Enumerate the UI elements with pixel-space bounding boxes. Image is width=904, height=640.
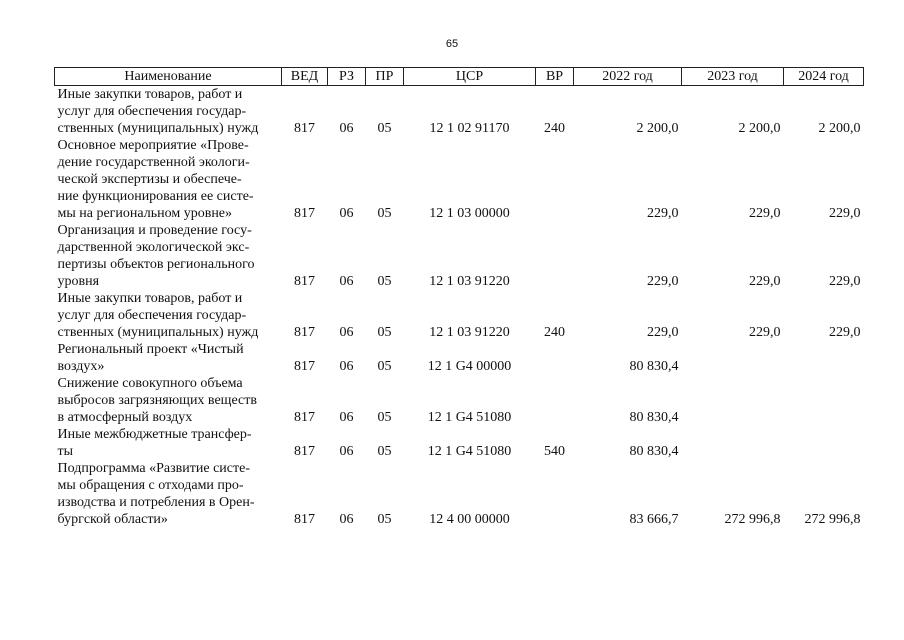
name-line: в атмосферный воздух [57, 410, 193, 425]
header-csr: ЦСР [404, 68, 536, 86]
cell-name [55, 290, 282, 341]
cell-pr: 05 [377, 359, 392, 374]
cell-ved: 817 [294, 121, 315, 136]
cell-2022: 80 830,4 [629, 444, 679, 459]
name-line: ние функционирования ее систе- [57, 189, 254, 204]
cell-ved: 817 [294, 359, 315, 374]
cell-ved: 817 [294, 206, 315, 221]
name-line: пертизы объектов регионального [57, 257, 255, 272]
name-line: Основное мероприятие «Прове- [57, 138, 249, 153]
cell-vr [536, 460, 574, 528]
budget-table [54, 67, 864, 528]
cell-rz: 06 [339, 444, 354, 459]
name-line: Иные межбюджетные трансфер- [57, 427, 252, 442]
cell-2024: 229,0 [829, 325, 861, 340]
header-2023: 2023 год [682, 68, 784, 86]
cell-2022: 229,0 [647, 206, 679, 221]
cell-2023 [682, 341, 784, 375]
name-line: услуг для обеспечения государ- [57, 308, 247, 323]
header-pr: ПР [366, 68, 404, 86]
name-line: Региональный проект «Чистый [57, 342, 244, 357]
cell-2024: 2 200,0 [818, 121, 861, 136]
cell-csr: 12 1 G4 51080 [427, 410, 512, 425]
table-row [55, 86, 864, 138]
table-row [55, 290, 864, 341]
cell-2023: 229,0 [749, 274, 781, 289]
cell-rz: 06 [339, 121, 354, 136]
cell-2022: 80 830,4 [629, 410, 679, 425]
name-line: Организация и проведение госу- [57, 223, 252, 238]
cell-2022: 229,0 [647, 325, 679, 340]
cell-2023: 2 200,0 [738, 121, 781, 136]
cell-csr: 12 1 03 00000 [429, 206, 510, 221]
cell-pr: 05 [377, 444, 392, 459]
table-row [55, 460, 864, 528]
name-line: дарственной экологической экс- [57, 240, 250, 255]
cell-vr: 540 [544, 444, 565, 459]
cell-csr: 12 1 03 91220 [429, 325, 510, 340]
name-line: Снижение совокупного объема [57, 376, 243, 391]
name-line: дение государственной экологи- [57, 155, 250, 170]
header-name: Наименование [55, 68, 282, 86]
cell-2023: 272 996,8 [724, 512, 781, 527]
cell-name [55, 86, 282, 138]
cell-ved: 817 [294, 512, 315, 527]
cell-name [55, 460, 282, 528]
cell-rz: 06 [339, 325, 354, 340]
table-header-row [55, 68, 864, 86]
cell-pr: 05 [377, 512, 392, 527]
cell-ved: 817 [294, 410, 315, 425]
table-row [55, 222, 864, 290]
cell-2022: 80 830,4 [629, 359, 679, 374]
name-line: Иные закупки товаров, работ и [57, 291, 243, 306]
cell-2022: 229,0 [647, 274, 679, 289]
cell-2023: 229,0 [749, 206, 781, 221]
cell-2024 [784, 426, 864, 460]
name-line: мы на региональном уровне» [57, 206, 233, 221]
cell-2022: 83 666,7 [629, 512, 679, 527]
cell-2022: 2 200,0 [636, 121, 679, 136]
cell-vr [536, 137, 574, 222]
cell-csr: 12 4 00 00000 [429, 512, 510, 527]
table-row [55, 375, 864, 426]
table-row [55, 426, 864, 460]
table-body [55, 86, 864, 529]
header-rz: РЗ [328, 68, 366, 86]
cell-name [55, 137, 282, 222]
cell-pr: 05 [377, 121, 392, 136]
cell-vr [536, 341, 574, 375]
cell-name [55, 341, 282, 375]
header-ved: ВЕД [282, 68, 328, 86]
cell-2023 [682, 426, 784, 460]
cell-pr: 05 [377, 410, 392, 425]
name-line: уровня [57, 274, 100, 289]
name-line: ственных (муниципальных) нужд [57, 121, 259, 136]
header-vr: ВР [536, 68, 574, 86]
cell-csr: 12 1 G4 00000 [427, 359, 512, 374]
cell-vr [536, 222, 574, 290]
name-line: выбросов загрязняющих веществ [57, 393, 257, 408]
cell-pr: 05 [377, 206, 392, 221]
cell-rz: 06 [339, 359, 354, 374]
page-number: 65 [445, 38, 459, 50]
cell-2023: 229,0 [749, 325, 781, 340]
cell-rz: 06 [339, 410, 354, 425]
table-row [55, 341, 864, 375]
cell-2024: 272 996,8 [804, 512, 861, 527]
name-line: воздух» [57, 359, 105, 374]
cell-name [55, 426, 282, 460]
name-line: ты [57, 444, 74, 459]
table-row [55, 137, 864, 222]
cell-ved: 817 [294, 274, 315, 289]
header-2022: 2022 год [574, 68, 682, 86]
name-line: ственных (муниципальных) нужд [57, 325, 259, 340]
name-line: ческой экспертизы и обеспече- [57, 172, 242, 187]
cell-name [55, 375, 282, 426]
name-line: бургской области» [57, 512, 168, 527]
cell-vr [536, 375, 574, 426]
cell-2024: 229,0 [829, 206, 861, 221]
cell-csr: 12 1 G4 51080 [427, 444, 512, 459]
cell-rz: 06 [339, 274, 354, 289]
cell-csr: 12 1 02 91170 [429, 121, 510, 136]
name-line: услуг для обеспечения государ- [57, 104, 247, 119]
name-line: Иные закупки товаров, работ и [57, 87, 243, 102]
cell-pr: 05 [377, 274, 392, 289]
name-line: изводства и потребления в Орен- [57, 495, 255, 510]
name-line: мы обращения с отходами про- [57, 478, 244, 493]
name-line: Подпрограмма «Развитие систе- [57, 461, 250, 476]
cell-vr: 240 [544, 325, 565, 340]
cell-2023 [682, 375, 784, 426]
cell-pr: 05 [377, 325, 392, 340]
cell-ved: 817 [294, 444, 315, 459]
cell-ved: 817 [294, 325, 315, 340]
cell-2024 [784, 375, 864, 426]
cell-rz: 06 [339, 512, 354, 527]
cell-rz: 06 [339, 206, 354, 221]
cell-vr: 240 [544, 121, 565, 136]
cell-name [55, 222, 282, 290]
cell-2024 [784, 341, 864, 375]
cell-csr: 12 1 03 91220 [429, 274, 510, 289]
cell-2024: 229,0 [829, 274, 861, 289]
header-2024: 2024 год [784, 68, 864, 86]
